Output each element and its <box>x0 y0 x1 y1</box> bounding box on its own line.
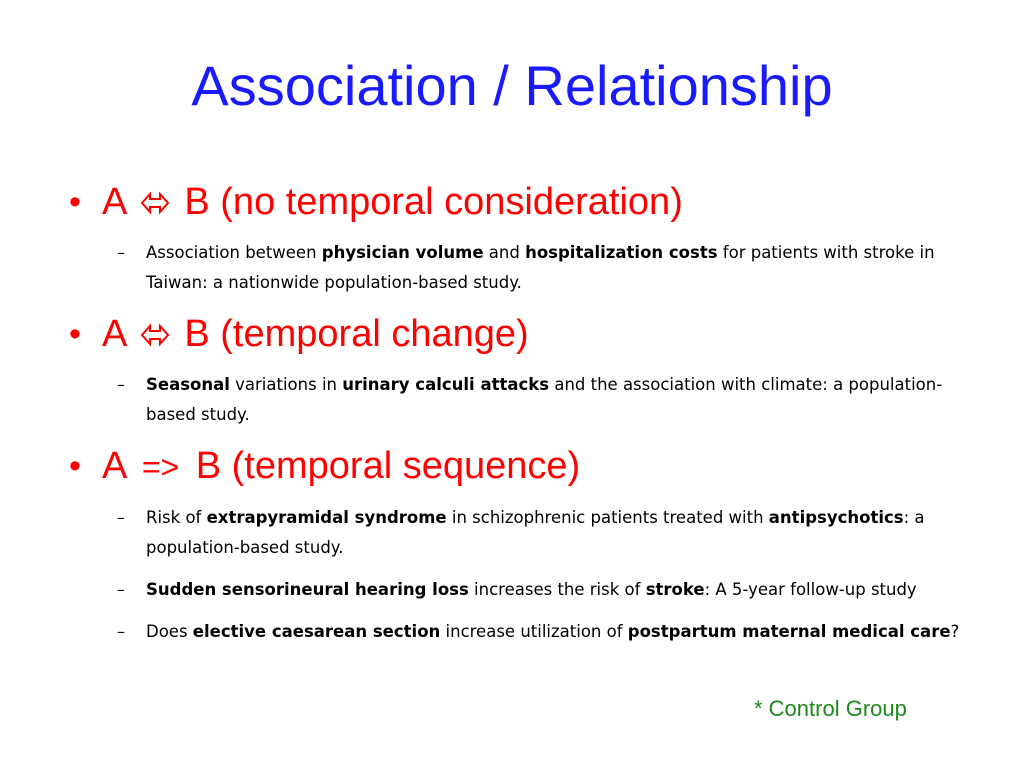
bullet-heading <box>69 178 980 226</box>
text-run: increases the risk of <box>468 580 646 599</box>
sub-list <box>102 238 980 298</box>
sub-dash: – <box>117 622 125 641</box>
sub-list <box>102 370 980 430</box>
sub-dash: – <box>117 243 125 262</box>
footnote-control-group: * Control Group <box>754 696 907 721</box>
bullet-dot: • <box>69 183 81 221</box>
bullet-dot: • <box>69 447 81 485</box>
text-run: : a population-based study. <box>146 508 925 557</box>
sub-item <box>102 370 980 430</box>
bullet-prefix: A <box>102 445 126 487</box>
sub-item <box>102 503 980 563</box>
text-run: : A 5-year follow-up study <box>704 580 917 599</box>
bullet-suffix: B (no temporal consideration) <box>184 181 683 223</box>
text-run: Risk of <box>146 508 207 527</box>
bold-text-run: physician volume <box>321 243 484 262</box>
sub-dash: – <box>117 580 125 599</box>
bold-text-run: hospitalization costs <box>525 243 718 262</box>
text-run: and the association with climate: a population-based study. <box>146 375 943 424</box>
bullet-heading <box>69 310 980 358</box>
bullet-dot: • <box>69 315 81 353</box>
bullet-prefix: A <box>102 181 126 223</box>
bold-text-run: extrapyramidal syndrome <box>206 508 447 527</box>
arrow-connector: => <box>141 449 180 485</box>
bullet-suffix: B (temporal sequence) <box>195 445 581 487</box>
bold-text-run: Sudden sensorineural hearing loss <box>146 580 469 599</box>
text-run: Does <box>146 622 193 641</box>
bullet-item-no-temporal <box>60 178 980 298</box>
double-arrow-icon <box>140 321 170 349</box>
sub-item <box>102 238 980 298</box>
sub-list <box>102 503 980 647</box>
text-run: ? <box>950 622 960 641</box>
bullet-item-temporal-sequence <box>60 442 980 647</box>
bullet-suffix: B (temporal change) <box>184 313 529 355</box>
text-run: and <box>483 243 526 262</box>
bold-text-run: urinary calculi attacks <box>342 375 550 394</box>
bold-text-run: Seasonal <box>146 375 230 394</box>
bullet-heading <box>69 442 980 491</box>
text-run: variations in <box>229 375 343 394</box>
bold-text-run: antipsychotics <box>768 508 904 527</box>
text-run: Association between <box>146 243 322 262</box>
sub-dash: – <box>117 508 125 527</box>
double-arrow-icon <box>140 189 170 217</box>
text-run: increase utilization of <box>440 622 628 641</box>
bullet-prefix: A <box>102 313 126 355</box>
bold-text-run: elective caesarean section <box>192 622 441 641</box>
sub-item <box>102 617 980 647</box>
text-run: in schizophrenic patients treated with <box>446 508 769 527</box>
sub-item <box>102 575 980 605</box>
sub-dash: – <box>117 375 125 394</box>
bullet-item-temporal-change <box>60 310 980 430</box>
bold-text-run: stroke <box>645 580 705 599</box>
bold-text-run: postpartum maternal medical care <box>627 622 951 641</box>
text-run: for patients with stroke in Taiwan: a nationwide population-based study. <box>146 243 935 292</box>
slide-title: Association / Relationship <box>191 54 833 117</box>
bullet-list <box>60 178 980 659</box>
